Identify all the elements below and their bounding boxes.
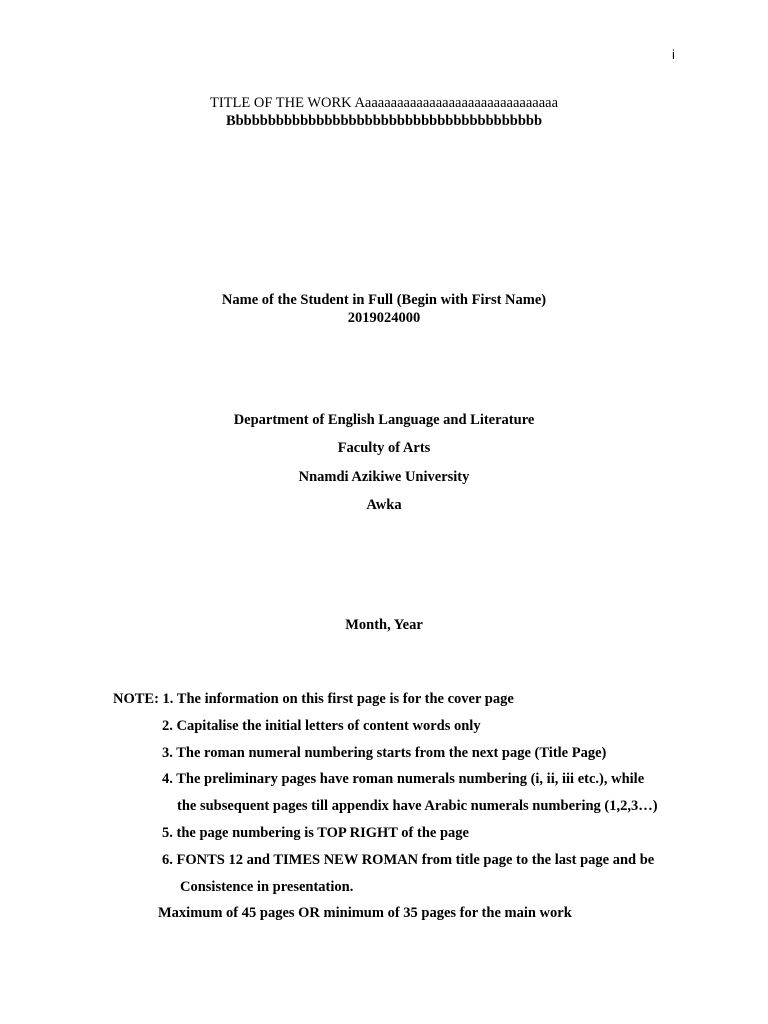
- note-1: NOTE: 1. The information on this first page is for the cover page: [113, 691, 514, 707]
- note-2: 2. Capitalise the initial letters of content words only: [162, 718, 481, 734]
- note-4-line-2: the subsequent pages till appendix have Arabic numerals numbering (1,2,3…): [177, 798, 658, 814]
- city: Awka: [366, 497, 402, 513]
- note-5: 5. the page numbering is TOP RIGHT of the page: [162, 825, 469, 841]
- note-4-line-1: 4. The preliminary pages have roman numerals numbering (i, ii, iii etc.), while: [162, 771, 645, 787]
- department: Department of English Language and Literature: [233, 412, 535, 428]
- title-line-1: TITLE OF THE WORK Aaaaaaaaaaaaaaaaaaaaaaaaaaaaaaa: [210, 95, 558, 111]
- submission-date: Month, Year: [345, 617, 423, 633]
- student-reg-number: 2019024000: [347, 310, 421, 326]
- note-6-line-1: 6. FONTS 12 and TIMES NEW ROMAN from title page to the last page and be: [162, 852, 655, 868]
- note-6-line-2: Consistence in presentation.: [180, 879, 354, 895]
- note-7: Maximum of 45 pages OR minimum of 35 pages for the main work: [158, 905, 572, 921]
- note-3: 3. The roman numeral numbering starts from the next page (Title Page): [162, 745, 607, 761]
- student-name: Name of the Student in Full (Begin with First Name): [221, 292, 547, 308]
- page-number: i: [672, 47, 675, 62]
- university: Nnamdi Azikiwe University: [298, 469, 470, 485]
- title-line-2: Bbbbbbbbbbbbbbbbbbbbbbbbbbbbbbbbbbbbbbb: [225, 113, 543, 129]
- faculty: Faculty of Arts: [337, 440, 431, 456]
